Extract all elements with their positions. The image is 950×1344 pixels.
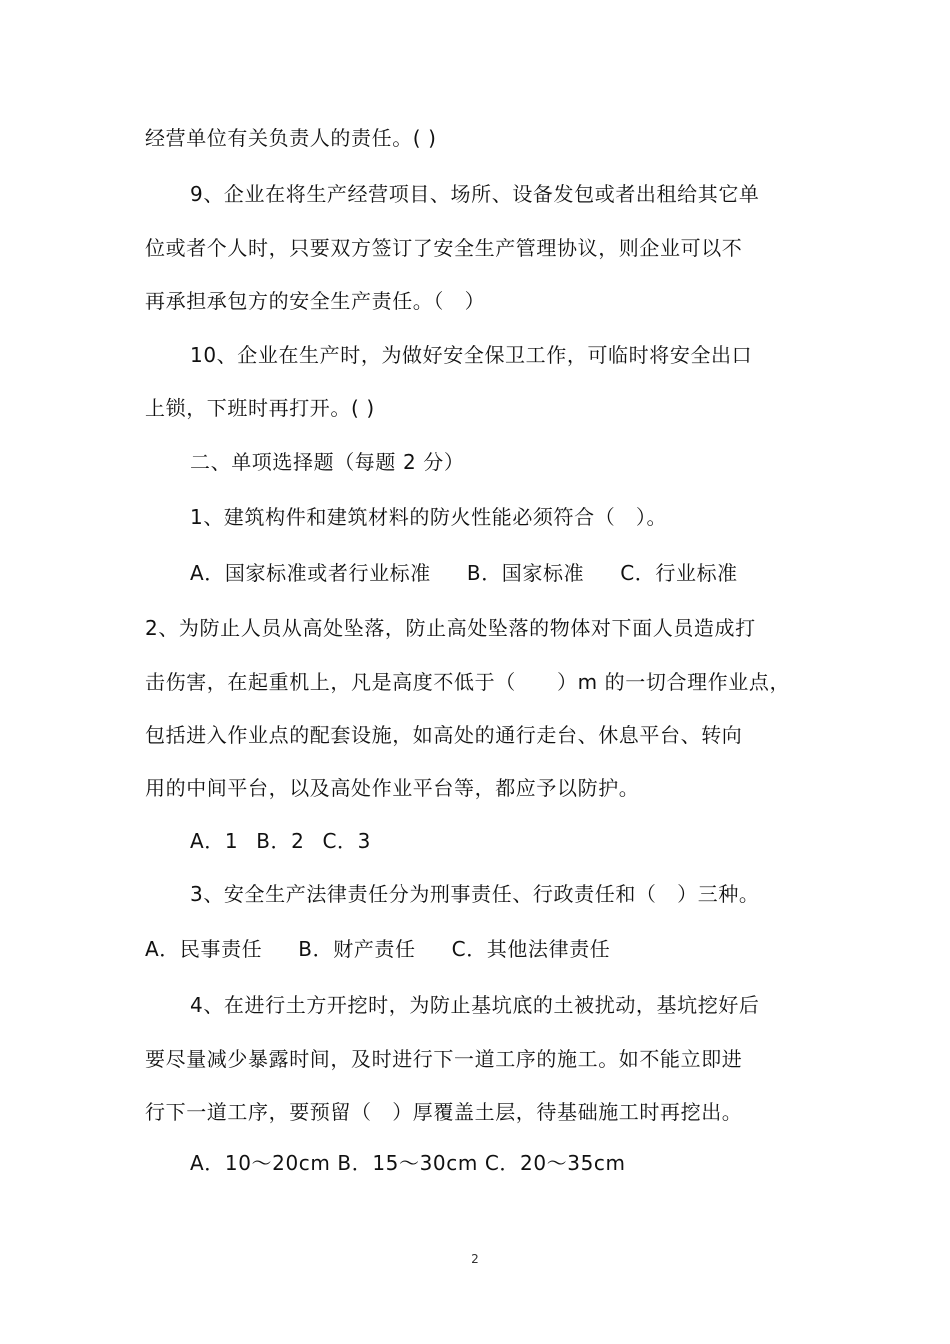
text-line: 行下一道工序，要预留（ ）厚覆盖土层，待基础施工时再挖出。 [145, 1100, 743, 1124]
question-4-line: 4、在进行土方开挖时，为防止基坑底的土被扰动，基坑挖好后 [190, 993, 760, 1017]
option-b: B．财产责任 [298, 937, 416, 961]
question-1-options [190, 558, 830, 588]
text-line: 用的中间平台，以及高处作业平台等，都应予以防护。 [145, 776, 640, 800]
question-3-options [145, 934, 825, 964]
question-4-options: A．10～20cm B．15～30cm C．20～35cm [190, 1151, 626, 1175]
question-2-options [190, 826, 830, 856]
option-c: C．行业标准 [620, 561, 738, 585]
question-1-line: 1、建筑构件和建筑材料的防火性能必须符合（ ）。 [190, 505, 668, 529]
text-line: 上锁，下班时再打开。( ) [145, 396, 375, 420]
text-line: 经营单位有关负责人的责任。( ) [145, 126, 437, 150]
section-heading: 二、单项选择题（每题 2 分） [190, 450, 465, 474]
text-line: 要尽量减少暴露时间，及时进行下一道工序的施工。如不能立即进 [145, 1047, 743, 1071]
text-line: 击伤害，在起重机上，凡是高度不低于（ ）m 的一切合理作业点， [145, 670, 791, 694]
text-line: 包括进入作业点的配套设施，如高处的通行走台、休息平台、转向 [145, 723, 743, 747]
option-c: C．3 [322, 829, 371, 853]
option-a: A．民事责任 [145, 937, 263, 961]
option-a: A．1 [190, 829, 239, 853]
text-line: 再承担承包方的安全生产责任。（ ） [145, 289, 486, 313]
question-2-line: 2、为防止人员从高处坠落，防止高处坠落的物体对下面人员造成打 [145, 616, 756, 640]
question-10-line: 10、企业在生产时，为做好安全保卫工作，可临时将安全出口 [190, 343, 753, 367]
option-b: B．2 [256, 829, 305, 853]
question-3-line: 3、安全生产法律责任分为刑事责任、行政责任和（ ）三种。 [190, 882, 760, 906]
page-number: 2 [471, 1252, 479, 1266]
option-b: B．国家标准 [466, 561, 585, 585]
option-c: C．其他法律责任 [451, 937, 611, 961]
option-a: A．国家标准或者行业标准 [190, 561, 431, 585]
text-line: 位或者个人时，只要双方签订了安全生产管理协议，则企业可以不 [145, 236, 743, 260]
question-9-line: 9、企业在将生产经营项目、场所、设备发包或者出租给其它单 [190, 182, 760, 206]
